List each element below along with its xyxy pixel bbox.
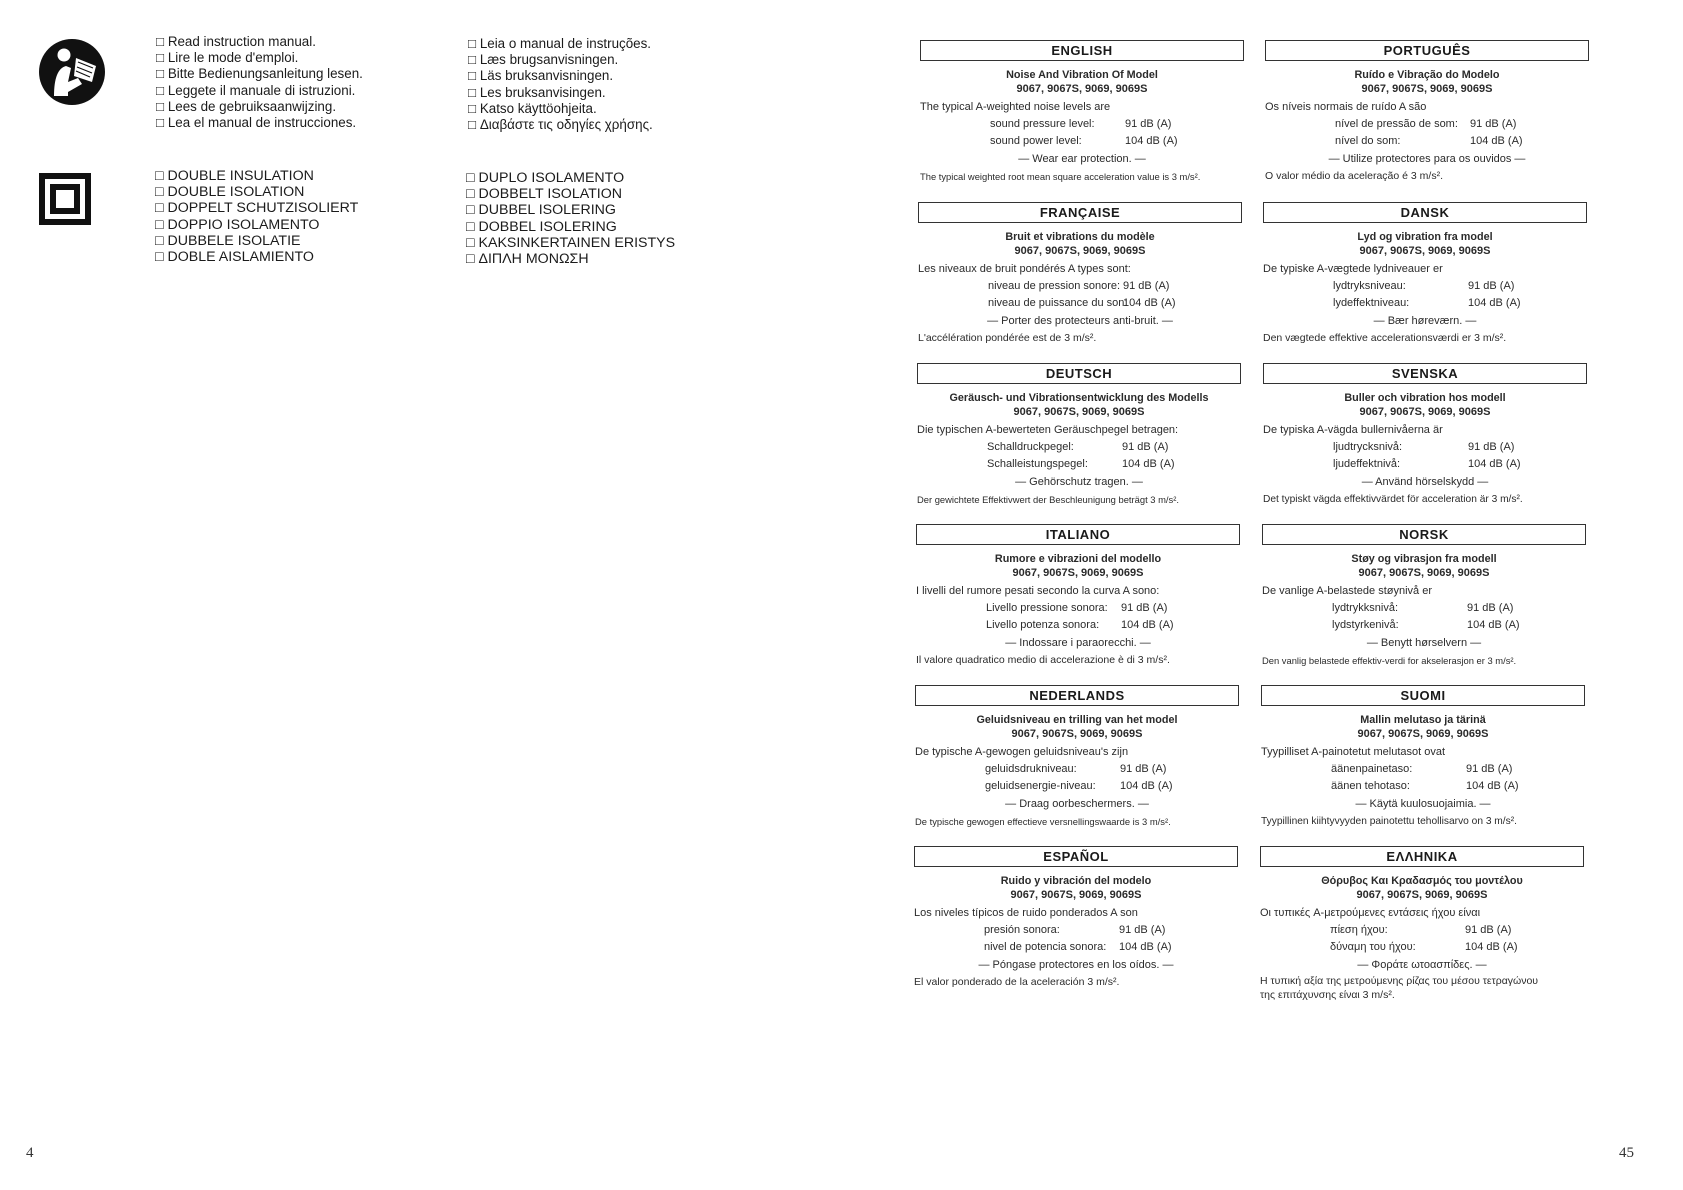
power-row: [918, 295, 1242, 312]
read-manual-de: □ Bitte Bedienungsanleitung lesen.: [156, 66, 363, 82]
intro-text: I livelli del rumore pesati secondo la curva A sono:: [916, 585, 1160, 597]
intro-text: Tyypilliset A-painotetut melutasot ovat: [1261, 746, 1446, 758]
acceleration-text-continued: της επιτάχυνσης είναι 3 m/s².: [1260, 988, 1395, 1001]
section-title: Geluidsniveau en trilling van het model: [976, 714, 1178, 726]
pressure-value: 91 dB (A): [1468, 441, 1515, 454]
pressure-label: πίεση ήχου:: [1330, 924, 1388, 937]
power-label: geluidsenergie-niveau:: [985, 780, 1096, 793]
read-manual-fi: □ Katso käyttöohjeita.: [468, 101, 653, 117]
intro-text: De vanlige A-belastede støynivå er: [1262, 585, 1432, 597]
pressure-row: [1260, 922, 1584, 939]
section-header: SVENSKA: [1263, 363, 1587, 384]
section-dansk: [1263, 202, 1587, 347]
acceleration-text: Det typiskt vägda effektivvärdet för acceleration är 3 m/s².: [1263, 493, 1523, 505]
acceleration-text: El valor ponderado de la aceleración 3 m/s².: [914, 975, 1120, 988]
power-value: 104 dB (A): [1121, 619, 1174, 632]
power-value: 104 dB (A): [1122, 458, 1175, 471]
power-label: nível do som:: [1335, 135, 1401, 148]
power-value: 104 dB (A): [1467, 619, 1520, 632]
pressure-value: 91 dB (A): [1125, 118, 1172, 131]
read-manual-da: □ Læs brugsanvisningen.: [468, 52, 653, 68]
page-number-right: 45: [1619, 1145, 1634, 1161]
section-suomi: [1261, 685, 1585, 830]
section-title: Mallin melutaso ja tärinä: [1360, 714, 1486, 726]
section-title: Θόρυβος Και Κραδασμός του μοντέλου: [1321, 875, 1523, 887]
power-value: 104 dB (A): [1119, 941, 1172, 954]
double-insulation-es: □ DOBLE AISLAMIENTO: [155, 249, 358, 265]
page-number-left: 4: [26, 1145, 34, 1161]
protection-note: — Indossare i paraorecchi. —: [1005, 636, 1151, 649]
read-manual-el: □ Διαβάστε τις οδηγίες χρήσης.: [468, 117, 653, 133]
pressure-row: [920, 116, 1244, 133]
pressure-row: [1263, 439, 1587, 456]
acceleration-text: O valor médio da aceleração é 3 m/s².: [1265, 169, 1443, 182]
power-row: [1260, 939, 1584, 956]
power-value: 104 dB (A): [1468, 458, 1521, 471]
pressure-value: 91 dB (A): [1467, 602, 1514, 615]
intro-text: Οι τυπικές A-μετρούμενες εντάσεις ήχου είναι: [1260, 907, 1481, 919]
power-value: 104 dB (A): [1465, 941, 1518, 954]
intro-text: Die typischen A-bewerteten Geräuschpegel betragen:: [917, 424, 1179, 436]
intro-text: The typical A-weighted noise levels are: [920, 101, 1111, 113]
power-value: 104 dB (A): [1466, 780, 1519, 793]
model-numbers: 9067, 9067S, 9069, 9069S: [1011, 728, 1143, 740]
pressure-label: äänenpainetaso:: [1331, 763, 1413, 776]
pressure-value: 91 dB (A): [1470, 118, 1517, 131]
intro-text: Os níveis normais de ruído A são: [1265, 101, 1427, 113]
section-header: FRANÇAISE: [918, 202, 1242, 223]
read-manual-fr: □ Lire le mode d'emploi.: [156, 50, 363, 66]
pressure-label: sound pressure level:: [990, 118, 1095, 131]
pressure-label: niveau de pression sonore:: [988, 280, 1121, 293]
section-nederlands: [915, 685, 1239, 830]
section-title: Ruído e Vibração do Modelo: [1354, 69, 1500, 81]
pressure-value: 91 dB (A): [1123, 280, 1170, 293]
protection-note: — Draag oorbeschermers. —: [1005, 797, 1149, 810]
power-label: lydstyrkenivå:: [1332, 619, 1399, 632]
read-manual-nl: □ Lees de gebruiksaanwijzing.: [156, 99, 363, 115]
power-value: 104 dB (A): [1123, 297, 1176, 310]
model-numbers: 9067, 9067S, 9069, 9069S: [1356, 889, 1488, 901]
double-insulation-da: □ DOBBELT ISOLATION: [466, 186, 675, 202]
power-row: [920, 133, 1244, 150]
section-header: DEUTSCH: [917, 363, 1241, 384]
read-manual-en: □ Read instruction manual.: [156, 34, 363, 50]
protection-note: — Φοράτε ωτοασπίδες. —: [1357, 958, 1487, 971]
acceleration-text: De typische gewogen effectieve versnellingswaarde is 3 m/s².: [915, 815, 1171, 827]
section-title: Buller och vibration hos modell: [1344, 392, 1506, 404]
section-title: Lyd og vibration fra model: [1357, 231, 1493, 243]
acceleration-text: Der gewichtete Effektivwert der Beschleunigung beträgt 3 m/s².: [917, 493, 1179, 505]
double-insulation-sv: □ DUBBEL ISOLERING: [466, 202, 675, 218]
pressure-value: 91 dB (A): [1465, 924, 1512, 937]
read-manual-es: □ Lea el manual de instrucciones.: [156, 115, 363, 131]
pressure-label: ljudtrycksnivå:: [1333, 441, 1403, 454]
section-title: Geräusch- und Vibrationsentwicklung des Modells: [949, 392, 1209, 404]
power-row: [916, 617, 1240, 634]
power-label: ljudeffektnivå:: [1333, 458, 1401, 471]
read-manual-icon: [38, 38, 106, 106]
model-numbers: 9067, 9067S, 9069, 9069S: [1012, 567, 1144, 579]
pressure-label: geluidsdrukniveau:: [985, 763, 1077, 776]
pressure-row: [918, 278, 1242, 295]
double-insulation-list-1: [155, 168, 358, 265]
section-header: ESPAÑOL: [914, 846, 1238, 867]
section-header: ΕΛΛΗΝΙΚΑ: [1260, 846, 1584, 867]
power-row: [1262, 617, 1586, 634]
model-numbers: 9067, 9067S, 9069, 9069S: [1359, 245, 1491, 257]
power-row: [1261, 778, 1585, 795]
power-row: [914, 939, 1238, 956]
protection-note: — Bær høreværn. —: [1373, 314, 1477, 327]
double-insulation-nl: □ DUBBELE ISOLATIE: [155, 233, 358, 249]
power-label: niveau de puissance du son:: [988, 297, 1128, 310]
section-header: SUOMI: [1261, 685, 1585, 706]
read-manual-it: □ Leggete il manuale di istruzioni.: [156, 83, 363, 99]
read-manual-list-1: [156, 34, 363, 131]
pressure-value: 91 dB (A): [1120, 763, 1167, 776]
protection-note: — Benytt hørselvern —: [1366, 636, 1482, 649]
power-value: 104 dB (A): [1120, 780, 1173, 793]
acceleration-text: Tyypillinen kiihtyvyyden painotettu tehollisarvo on 3 m/s².: [1261, 815, 1517, 827]
double-insulation-list-2: [466, 170, 675, 267]
model-numbers: 9067, 9067S, 9069, 9069S: [1013, 406, 1145, 418]
pressure-row: [916, 600, 1240, 617]
pressure-label: lydtryksniveau:: [1333, 280, 1406, 293]
protection-note: — Gehörschutz tragen. —: [1015, 475, 1143, 488]
double-insulation-pt: □ DUPLO ISOLAMENTO: [466, 170, 675, 186]
double-insulation-fr: □ DOUBLE ISOLATION: [155, 184, 358, 200]
acceleration-text: Den vægtede effektive accelerationsværdi er 3 m/s².: [1263, 331, 1507, 344]
section-english: [920, 40, 1244, 185]
power-row: [917, 456, 1241, 473]
pressure-row: [917, 439, 1241, 456]
power-row: [915, 778, 1239, 795]
power-label: Schalleistungspegel:: [987, 458, 1088, 471]
pressure-row: [1261, 761, 1585, 778]
protection-note: — Póngase protectores en los oídos. —: [978, 958, 1174, 971]
intro-text: De typiske A-vægtede lydniveauer er: [1263, 263, 1443, 275]
pressure-value: 91 dB (A): [1122, 441, 1169, 454]
acceleration-text: Η τυπική αξία της μετρούμενης ρίζας του μέσου τετραγώνου: [1260, 974, 1539, 987]
acceleration-text: Den vanlig belastede effektiv-verdi for akselerasjon er 3 m/s².: [1262, 654, 1517, 666]
double-insulation-it: □ DOPPIO ISOLAMENTO: [155, 217, 358, 233]
pressure-value: 91 dB (A): [1466, 763, 1513, 776]
model-numbers: 9067, 9067S, 9069, 9069S: [1358, 567, 1490, 579]
pressure-row: [915, 761, 1239, 778]
power-value: 104 dB (A): [1125, 135, 1178, 148]
pressure-label: Schalldruckpegel:: [987, 441, 1074, 454]
intro-text: Los niveles típicos de ruido ponderados A son: [914, 907, 1138, 919]
pressure-row: [914, 922, 1238, 939]
protection-note: — Utilize protectores para os ouvidos —: [1328, 152, 1526, 165]
read-manual-sv: □ Läs bruksanvisningen.: [468, 68, 653, 84]
section-header: NORSK: [1262, 524, 1586, 545]
section-header: DANSK: [1263, 202, 1587, 223]
read-manual-list-2: [468, 36, 653, 133]
intro-text: Les niveaux de bruit pondérés A types sont:: [918, 263, 1131, 275]
section-header: ENGLISH: [920, 40, 1244, 61]
power-label: Livello potenza sonora:: [986, 619, 1100, 632]
section-ellinika: [1260, 846, 1584, 1002]
power-label: nivel de potencia sonora:: [984, 941, 1107, 954]
protection-note: — Använd hörselskydd —: [1361, 475, 1489, 488]
section-title: Ruido y vibración del modelo: [1000, 875, 1152, 887]
pressure-label: presión sonora:: [984, 924, 1060, 937]
double-insulation-no: □ DOBBEL ISOLERING: [466, 219, 675, 235]
power-row: [1263, 456, 1587, 473]
section-title: Rumore e vibrazioni del modello: [994, 553, 1162, 565]
power-value: 104 dB (A): [1468, 297, 1521, 310]
acceleration-text: The typical weighted root mean square acceleration value is 3 m/s².: [920, 170, 1201, 182]
power-label: lydeffektniveau:: [1333, 297, 1410, 310]
pressure-label: lydtrykksnivå:: [1332, 602, 1399, 615]
pressure-label: Livello pressione sonora:: [986, 602, 1108, 615]
pressure-value: 91 dB (A): [1119, 924, 1166, 937]
model-numbers: 9067, 9067S, 9069, 9069S: [1014, 245, 1146, 257]
section-title: Bruit et vibrations du modèle: [1005, 231, 1155, 243]
section-title: Noise And Vibration Of Model: [1006, 69, 1158, 81]
model-numbers: 9067, 9067S, 9069, 9069S: [1010, 889, 1142, 901]
model-numbers: 9067, 9067S, 9069, 9069S: [1357, 728, 1489, 740]
power-label: δύναμη του ήχου:: [1330, 941, 1416, 954]
section-norsk: [1262, 524, 1586, 669]
read-manual-pt: □ Leia o manual de instruções.: [468, 36, 653, 52]
intro-text: De typische A-gewogen geluidsniveau's zijn: [915, 746, 1129, 758]
power-row: [1263, 295, 1587, 312]
pressure-value: 91 dB (A): [1121, 602, 1168, 615]
double-insulation-icon: [38, 172, 92, 226]
acceleration-text: L'accélération pondérée est de 3 m/s².: [918, 331, 1097, 344]
double-insulation-de: □ DOPPELT SCHUTZISOLIERT: [155, 200, 358, 216]
acceleration-text: Il valore quadratico medio di accelerazione è di 3 m/s².: [916, 653, 1170, 666]
power-row: [1265, 133, 1589, 150]
section-svenska: [1263, 363, 1587, 508]
section-header: ITALIANO: [916, 524, 1240, 545]
pressure-row: [1262, 600, 1586, 617]
section-deutsch: [917, 363, 1241, 508]
pressure-label: nível de pressão de som:: [1335, 118, 1458, 131]
protection-note: — Wear ear protection. —: [1018, 152, 1146, 165]
pressure-value: 91 dB (A): [1468, 280, 1515, 293]
section-header: PORTUGUÊS: [1265, 40, 1589, 61]
section-espanol: [914, 846, 1238, 991]
section-title: Støy og vibrasjon fra modell: [1351, 553, 1497, 565]
read-manual-no: □ Les bruksanvisingen.: [468, 85, 653, 101]
pressure-row: [1263, 278, 1587, 295]
power-label: sound power level:: [990, 135, 1082, 148]
protection-note: — Käytä kuulosuojaimia. —: [1355, 797, 1491, 810]
double-insulation-en: □ DOUBLE INSULATION: [155, 168, 358, 184]
pressure-row: [1265, 116, 1589, 133]
section-portugues: [1265, 40, 1589, 185]
section-header: NEDERLANDS: [915, 685, 1239, 706]
model-numbers: 9067, 9067S, 9069, 9069S: [1361, 83, 1493, 95]
double-insulation-fi: □ KAKSINKERTAINEN ERISTYS: [466, 235, 675, 251]
section-italiano: [916, 524, 1240, 669]
power-label: äänen tehotaso:: [1331, 780, 1410, 793]
power-value: 104 dB (A): [1470, 135, 1523, 148]
section-francaise: [918, 202, 1242, 347]
intro-text: De typiska A-vägda bullernivåerna är: [1263, 424, 1443, 436]
model-numbers: 9067, 9067S, 9069, 9069S: [1016, 83, 1148, 95]
double-insulation-el: □ ΔΙΠΛΗ ΜΟΝΩΣΗ: [466, 251, 675, 267]
model-numbers: 9067, 9067S, 9069, 9069S: [1359, 406, 1491, 418]
protection-note: — Porter des protecteurs anti-bruit. —: [987, 314, 1173, 327]
